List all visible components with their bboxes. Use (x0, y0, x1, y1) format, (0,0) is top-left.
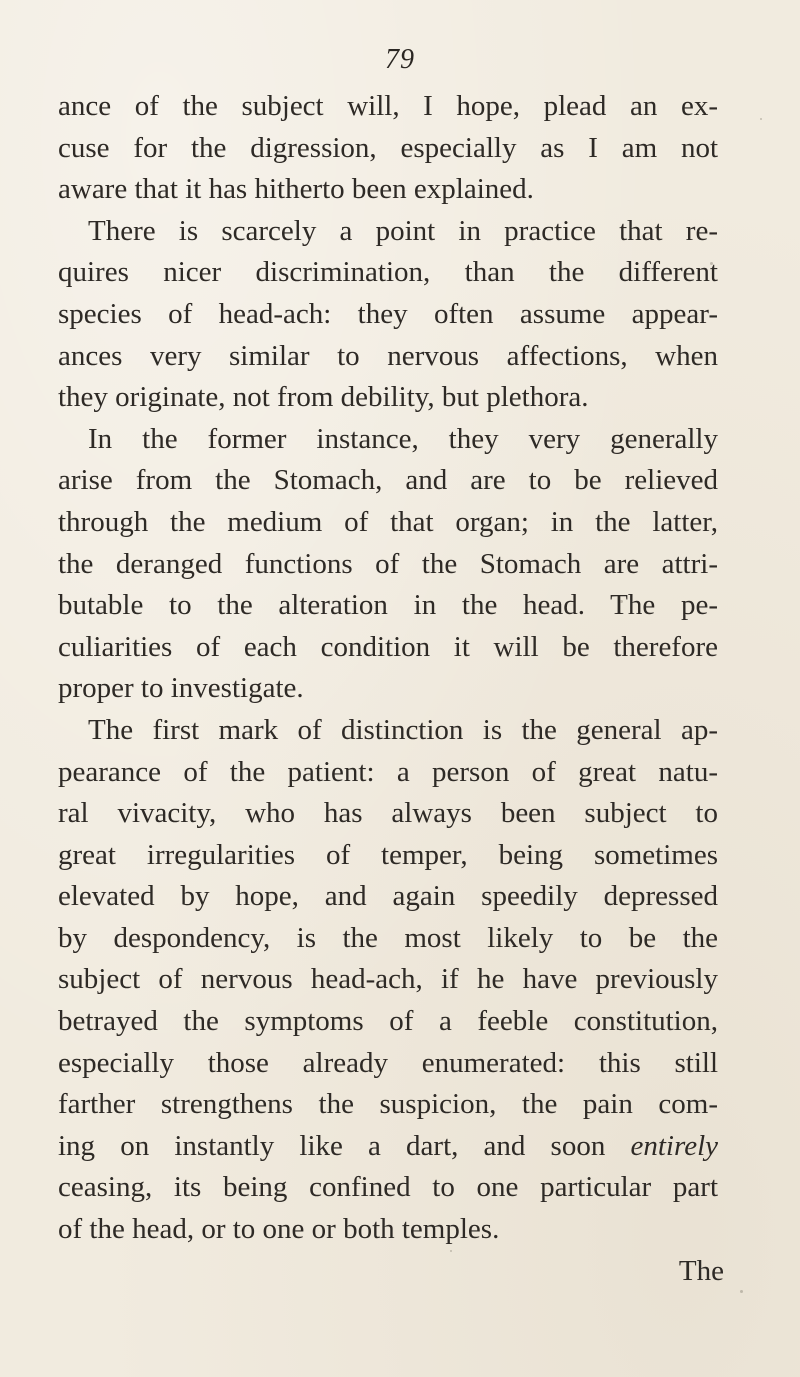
text-line: farther strengthens the suspicion, the pain com- (58, 1088, 718, 1121)
paper-speck (110, 1190, 112, 1192)
italic-word: entirely (630, 1129, 718, 1162)
text-line: In the former instance, they very generally (88, 422, 718, 455)
paper-speck (150, 103, 153, 106)
paper-speck (620, 600, 623, 603)
text-line: butable to the alteration in the head. The pe- (58, 589, 718, 622)
text-line (58, 1126, 718, 1168)
text-line: species of head-ach: they often assume appear- (58, 297, 718, 330)
paper-speck (710, 262, 713, 265)
text-line: pearance of the patient: a person of great natu- (58, 755, 718, 788)
text-line: the deranged functions of the Stomach are attri- (58, 547, 718, 580)
text-line: culiarities of each condition it will be therefore (58, 630, 718, 663)
text-line: The first mark of distinction is the general ap- (88, 713, 718, 746)
text-line: arise from the Stomach, and are to be relieved (58, 464, 718, 497)
text-line: subject of nervous head-ach, if he have previously (58, 963, 718, 996)
paper-speck (450, 1250, 452, 1252)
text-line: ral vivacity, who has always been subject to (58, 797, 718, 830)
text-line: by despondency, is the most likely to be the (58, 921, 718, 954)
text-line: aware that it has hitherto been explained. (58, 173, 534, 206)
text-line: ceasing, its being confined to one particular part (58, 1171, 718, 1204)
text-line: proper to investigate. (58, 672, 304, 705)
catchword: The (678, 1254, 724, 1287)
text-line: ances very similar to nervous affections, when (58, 339, 718, 372)
text-line: of the head, or to one or both temples. (58, 1213, 500, 1246)
text-line: great irregularities of temper, being sometimes (58, 838, 718, 871)
text-line: through the medium of that organ; in the latter, (58, 505, 718, 538)
text-line: especially those already enumerated: this still (58, 1046, 718, 1079)
body-text (58, 86, 724, 1292)
text-line: quires nicer discrimination, than the different (58, 256, 718, 289)
text-line: they originate, not from debility, but plethora. (58, 381, 589, 414)
paper-speck (760, 118, 762, 120)
text-line: ance of the subject will, I hope, plead an ex- (58, 90, 718, 122)
line-text: ing on instantly like a dart, and soon (58, 1129, 631, 1162)
text-line: elevated by hope, and again speedily depressed (58, 880, 718, 913)
page-number: 79 (385, 44, 415, 75)
paper-speck (740, 1290, 743, 1293)
text-line: cuse for the digression, especially as I am not (58, 131, 718, 164)
text-line: There is scarcely a point in practice that re- (88, 214, 718, 247)
text-line: betrayed the symptoms of a feeble constitution, (58, 1005, 718, 1038)
